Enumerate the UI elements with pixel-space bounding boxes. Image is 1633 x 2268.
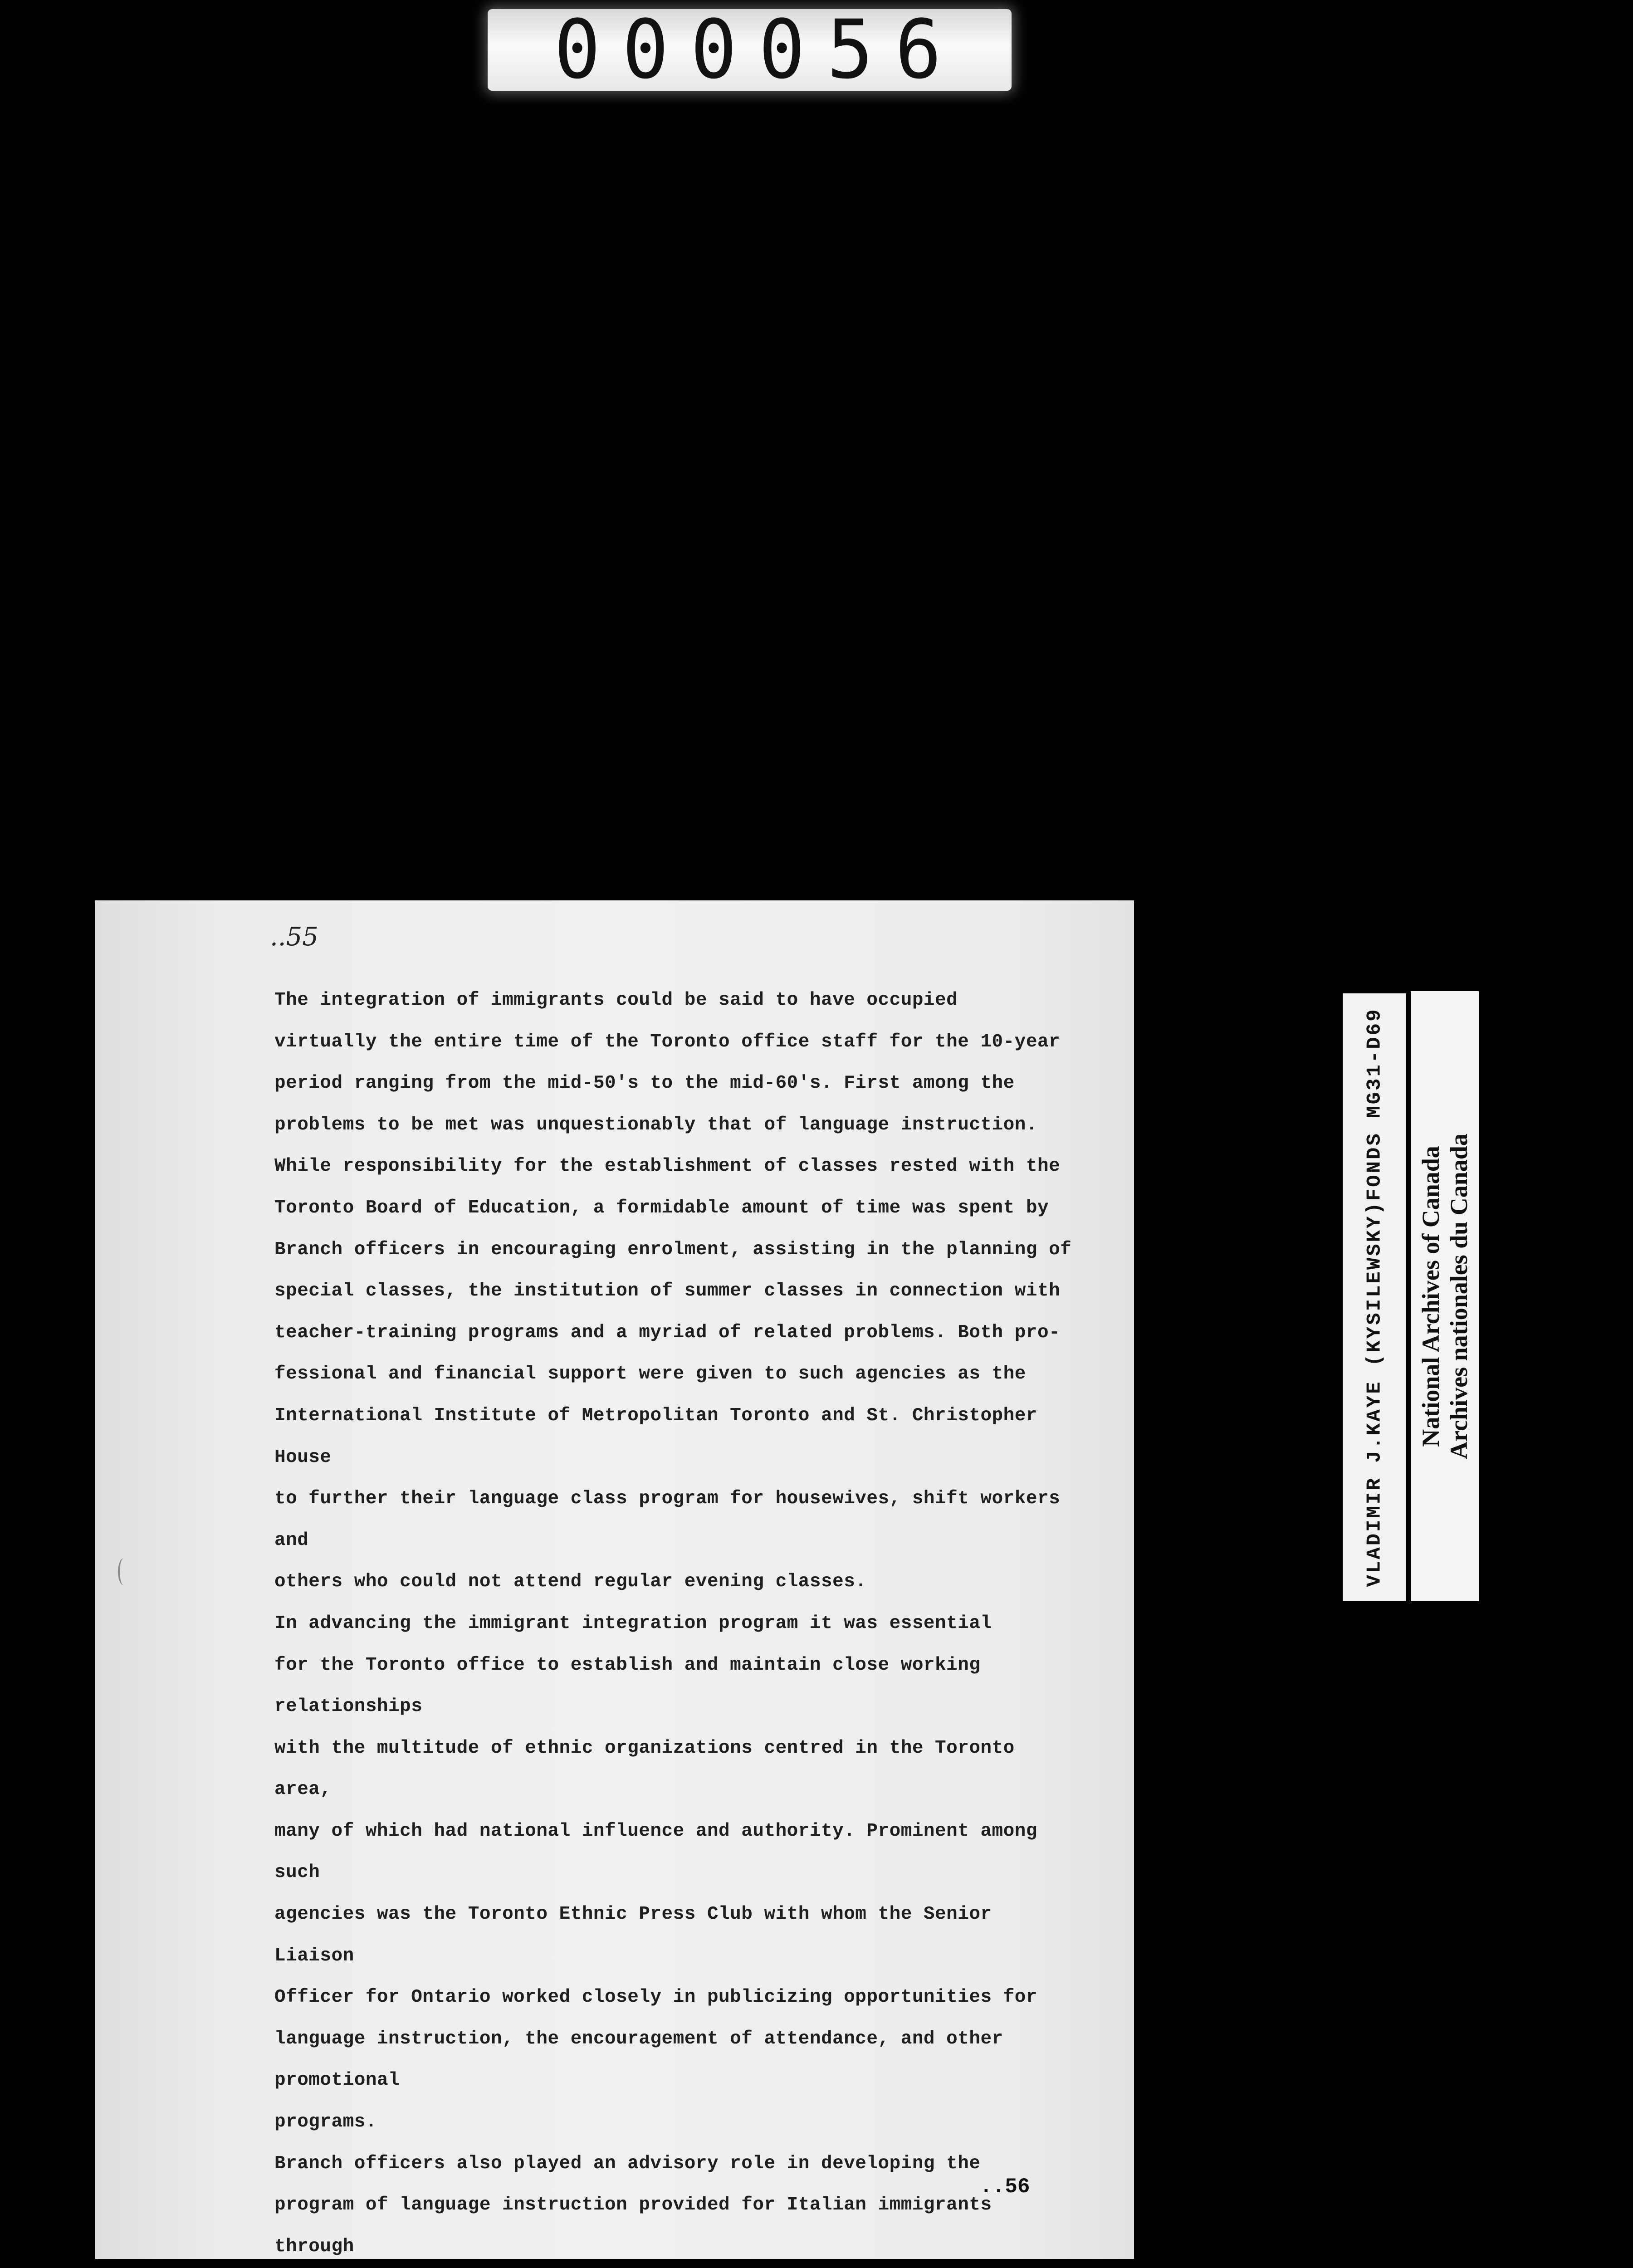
punch-hole-mark: [118, 1558, 130, 1585]
paragraph-2: In advancing the immigrant integration program it was essential for the Toronto office to establish and maintain close working relationships with the multitude of ethnic organizations centred in the Toronto area, many of which had national influence and authority. Prominent among such agencies was the Toronto Ethnic Press Club with whom the Senior Liaison Officer for Ontario worked closely in publicizing opportunities for language instruction, the encouragement of attendance, and other promotional programs.: [274, 1613, 1037, 2133]
fonds-label: VLADIMIR J.KAYE (KYSILEWSKY)FONDS MG31-D69: [1363, 1007, 1386, 1587]
fonds-label-strip: [1343, 993, 1406, 1601]
paragraph-3: Branch officers also played an advisory role in developing the program of language instruction provided for Italian immigrants through: [274, 2153, 992, 2257]
archives-label: [1417, 1134, 1473, 1459]
archives-label-strip: [1411, 991, 1479, 1601]
document-body: [274, 980, 1082, 2268]
archives-label-en: National Archives of Canada: [1417, 1145, 1445, 1447]
next-page-marker: ..56: [980, 2175, 1030, 2199]
document-page: [95, 900, 1134, 2259]
page-marker: ..55: [270, 922, 318, 952]
frame-counter: [488, 3, 1012, 97]
archives-label-fr: Archives nationales du Canada: [1445, 1133, 1473, 1459]
paragraph-1: The integration of immigrants could be said to have occupied virtually the entire time of the Toronto office staff for the 10-year period ranging from the mid-50's to the mid-60's. First among the problems to be met was unquestionably that of language instruction. While responsibility for the establishment of classes rested with the Toronto Board of Education, a formidable amount of time was spent by Branch officers in encouraging enrolment, assisting in the planning of special classes, the institution of summer classes in connection with teacher-training programs and a myriad of related problems. Both pro- fessional and financial support were given to such agencies as the International Institute of Metropolitan Toronto and St. Christopher House to further their language class program for housewives, shift workers and others who could not attend regular evening classes.: [274, 990, 1072, 1593]
frame-number: 000056: [554, 3, 963, 97]
